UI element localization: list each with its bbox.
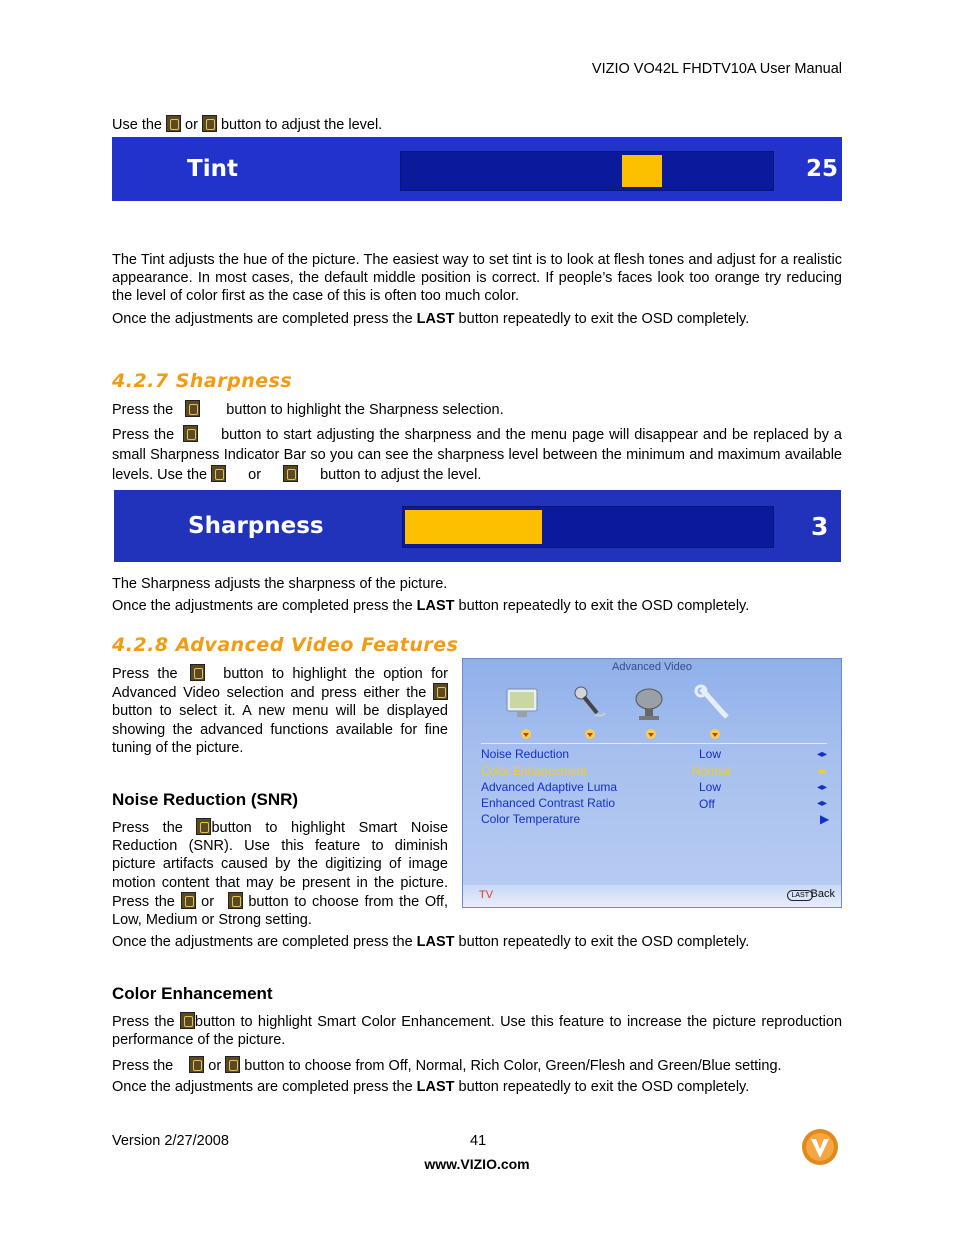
sharpness-bar-value: 3 [811,512,829,541]
sharpness-exit-note: Once the adjustments are completed press the LAST button repeatedly to exit the OSD completely. [112,598,750,614]
channel-up-button-icon [185,400,200,417]
sharpness-bar-level [405,510,542,544]
right-arrow-button-icon [202,115,217,132]
advanced-video-heading: 4.2.8 Advanced Video Features [112,634,459,656]
version-label: Version 2/27/2008 [112,1133,229,1149]
menu-tab-indicator-icon [584,729,596,739]
tint-bar-level [622,155,662,187]
sharpness-p1: Press the button to highlight the Sharpness selection. [112,402,504,418]
channel-up-button-icon [180,1012,195,1029]
left-right-arrows-icon: ◂▸ [817,782,828,793]
sharpness-bar-track [402,506,774,548]
advanced-video-intro: Press the button to highlight the option for Advanced Video selection and press either the button to select it. A new menu will be displayed showing the advanced functions available for fine tuning of the picture. [112,666,448,756]
osd-bottom-bar [463,885,841,907]
right-arrow-button-icon [183,425,198,442]
osd-menu-title: Advanced Video [612,661,692,673]
osd-source-label: TV [479,889,494,901]
osd-value-adaptive-luma: Low [699,780,722,794]
sharpness-heading: 4.2.7 Sharpness [112,370,293,392]
osd-item-noise-reduction[interactable]: Noise Reduction [481,747,570,761]
menu-tab-indicator-icon [520,729,532,739]
tint-bar-label: Tint [187,156,238,182]
menu-tab-indicator-icon [709,729,721,739]
channel-up-button-icon [196,818,211,835]
noise-exit-note: Once the adjustments are completed press the LAST button repeatedly to exit the OSD completely. [112,934,750,950]
left-arrow-button-icon [211,465,226,482]
manual-title: VIZIO VO42L FHDTV10A User Manual [591,61,842,77]
noise-reduction-text: Press the button to highlight Smart Noise Reduction (SNR). Use this feature to diminish picture artifacts caused by the digitizing of image motion content that may be present in the picture. Press the or button to choose from the Off, Low, Medium or Strong setting. [112,820,449,929]
tint-indicator-bar [112,137,842,201]
tint-bar-value: 25 [806,156,839,182]
sharpness-indicator-bar [114,490,841,562]
sharpness-bar-label: Sharpness [188,513,324,539]
advanced-video-osd-menu [462,658,842,908]
left-arrow-button-icon [166,115,181,132]
vizio-logo-icon [801,1128,839,1166]
page-number: 41 [470,1133,487,1149]
left-arrow-button-icon [181,892,196,909]
menu-tab-indicator-icon [645,729,657,739]
noise-reduction-heading: Noise Reduction (SNR) [112,790,299,809]
osd-item-adaptive-luma[interactable]: Advanced Adaptive Luma [481,780,618,794]
osd-value-contrast-ratio: Off [699,797,715,811]
color-enhancement-text: Press the button to highlight Smart Color Enhancement. Use this feature to increase the picture reproduction performance of the picture. [112,1014,843,1048]
right-triangle-icon: ▶ [820,812,830,826]
right-arrow-button-icon [228,892,243,909]
left-right-arrows-icon: ◂▸ [817,749,828,760]
tint-bar-track [400,151,774,191]
tint-exit-note: Once the adjustments are completed press the LAST button repeatedly to exit the OSD completely. [112,311,750,327]
wrench-settings-icon [693,683,733,723]
osd-item-color-temperature[interactable]: Color Temperature [481,812,581,826]
right-arrow-button-icon [225,1056,240,1073]
channel-up-button-icon [190,664,205,681]
sharpness-description: The Sharpness adjusts the sharpness of the picture. [112,576,448,592]
color-enhancement-options: Press the or button to choose from Off, Normal, Rich Color, Green/Flesh and Green/Blue setting. [112,1058,782,1074]
left-right-arrows-icon: ◂▸ [817,766,828,777]
website-link[interactable]: www.VIZIO.com [424,1156,530,1172]
left-arrow-button-icon [189,1056,204,1073]
color-exit-note: Once the adjustments are completed press the LAST button repeatedly to exit the OSD completely. [112,1079,750,1095]
osd-divider [481,743,827,744]
osd-value-noise-reduction: Low [699,747,722,761]
osd-item-contrast-ratio[interactable]: Enhanced Contrast Ratio [481,796,616,810]
picture-tv-icon [503,683,543,723]
right-arrow-button-icon [283,465,298,482]
last-key-icon: LAST [787,890,813,901]
left-right-arrows-icon: ◂▸ [817,798,828,809]
microphone-audio-icon [569,683,609,723]
osd-item-color-enhancement[interactable]: Color Enhancement [481,764,588,778]
sharpness-p2: Press the button to start adjusting the sharpness and the menu page will disappear and be replaced by a small Sharpness Indicator Bar so you can see the sharpness level between the minimum and maximum available levels. Use the or button to adjust the level. [112,427,842,483]
color-enhancement-heading: Color Enhancement [112,984,273,1003]
tint-intro: Use the or button to adjust the level. [112,117,383,133]
osd-back-label[interactable]: Back [810,888,835,900]
satellite-dish-icon [629,683,669,723]
right-arrow-button-icon [433,683,448,700]
tint-description: The Tint adjusts the hue of the picture. The easiest way to set tint is to look at flesh tones and adjust for a realistic appearance. In most cases, the default middle position is correct. If people’s faces look too orange try reducing the level of color first as the case of this is often too much color. [112,252,842,304]
osd-value-color-enhancement: Normal [692,764,731,778]
